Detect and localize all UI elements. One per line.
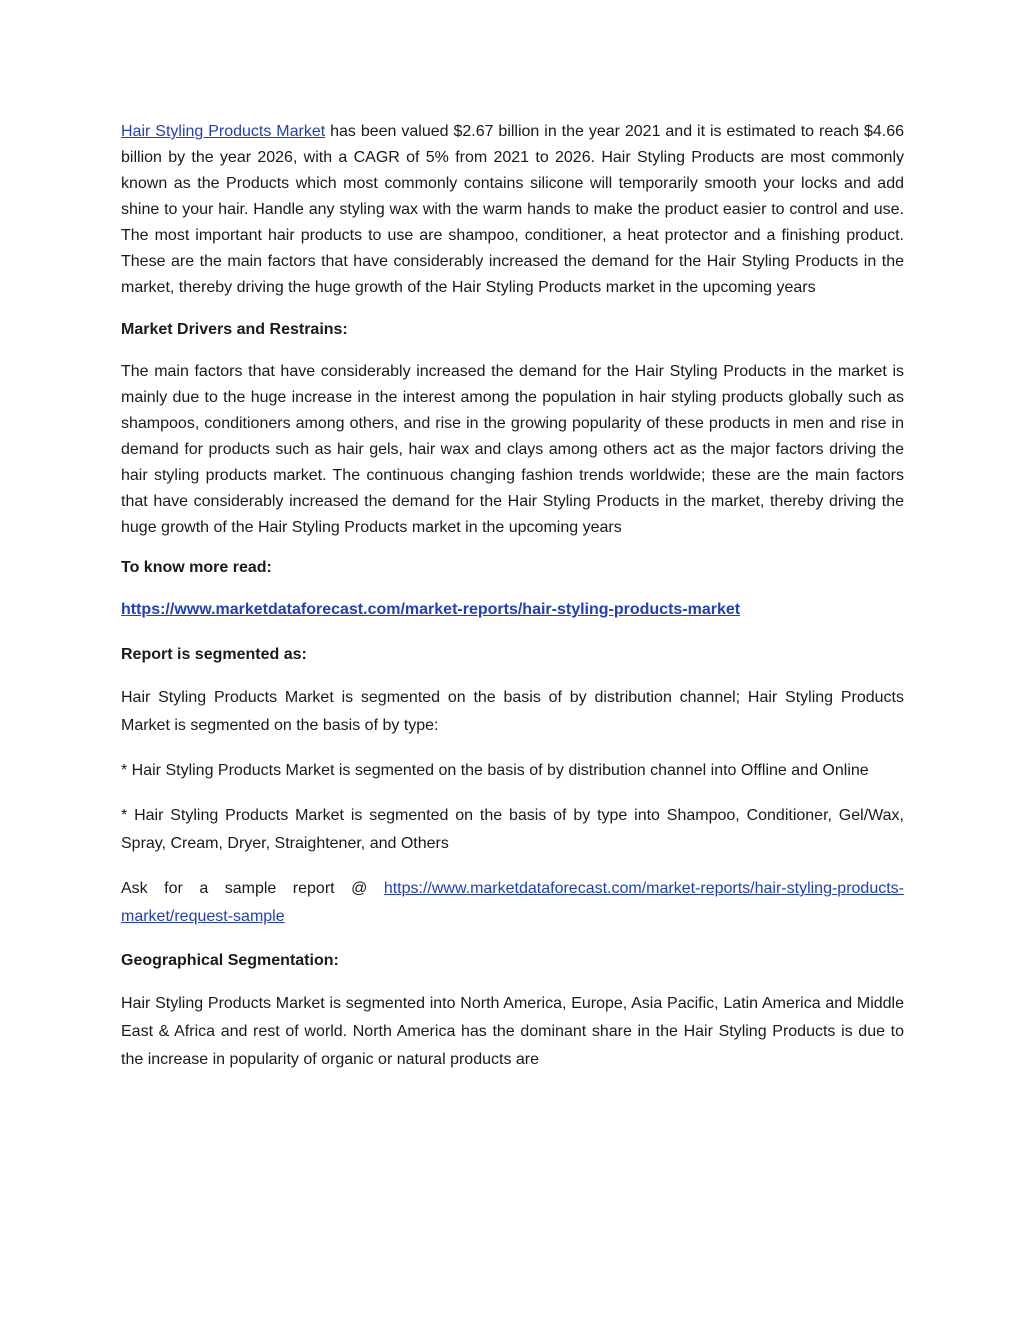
sample-prefix: Ask for a sample report @: [121, 880, 384, 897]
intro-text: has been valued $2.67 billion in the year 2021 and it is estimated to reach $4.66 billion by the year 2026, with a CAGR of 5% from 2021 to 2026. Hair Styling Products are most commonly known as the Products which most commonly contains silicone will temporarily smooth your locks and add shine to your hair. Handle any styling wax with the warm hands to make the product easier to control and use. The most important hair products to use are shampoo, conditioner, a heat protector and a finishing product. These are the main factors that have considerably increased the demand for the Hair Styling Products in the market, thereby driving the huge growth of the Hair Styling Products market in the upcoming years: [121, 123, 904, 296]
report-link[interactable]: https://www.marketdataforecast.com/market-reports/hair-styling-products-market: [121, 601, 741, 618]
segment-item-distribution: * Hair Styling Products Market is segmented on the basis of by distribution channel into Offline and Online: [121, 762, 869, 779]
document-page: [121, 119, 904, 1074]
segments-heading: Report is segmented as:: [121, 646, 307, 663]
segment-item-type: * Hair Styling Products Market is segmented on the basis of by type into Shampoo, Conditioner, Gel/Wax, Spray, Cream, Dryer, Straightener, and Others: [121, 807, 904, 852]
intro-paragraph: [121, 119, 904, 301]
drivers-paragraph: The main factors that have considerably increased the demand for the Hair Styling Products in the market is mainly due to the huge increase in the interest among the population in hair styling products globally such as shampoos, conditioners among others, and rise in the growing popularity of these products in men and rise in demand for products such as hair gels, hair wax and clays among others act as the major factors driving the hair styling products market. The continuous changing fashion trends worldwide; these are the main factors that have considerably increased the demand for the Hair Styling Products in the market, thereby driving the huge growth of the Hair Styling Products market in the upcoming years: [121, 363, 904, 536]
sample-request-paragraph: [121, 875, 904, 931]
geo-paragraph: Hair Styling Products Market is segmented into North America, Europe, Asia Pacific, Latin America and Middle East & Africa and rest of world. North America has the dominant share in the Hair Styling Products is due to the increase in popularity of organic or natural products are: [121, 995, 904, 1068]
sample-link[interactable]: https://www.marketdataforecast.com/market-reports/hair-styling-products-market/request-sample: [121, 880, 904, 925]
segments-intro: Hair Styling Products Market is segmented on the basis of by distribution channel; Hair Styling Products Market is segmented on the basis of by type:: [121, 689, 904, 734]
geo-heading: Geographical Segmentation:: [121, 952, 339, 969]
market-link[interactable]: Hair Styling Products Market: [121, 123, 326, 140]
read-more-heading: To know more read:: [121, 559, 272, 576]
drivers-heading: Market Drivers and Restrains:: [121, 321, 348, 338]
